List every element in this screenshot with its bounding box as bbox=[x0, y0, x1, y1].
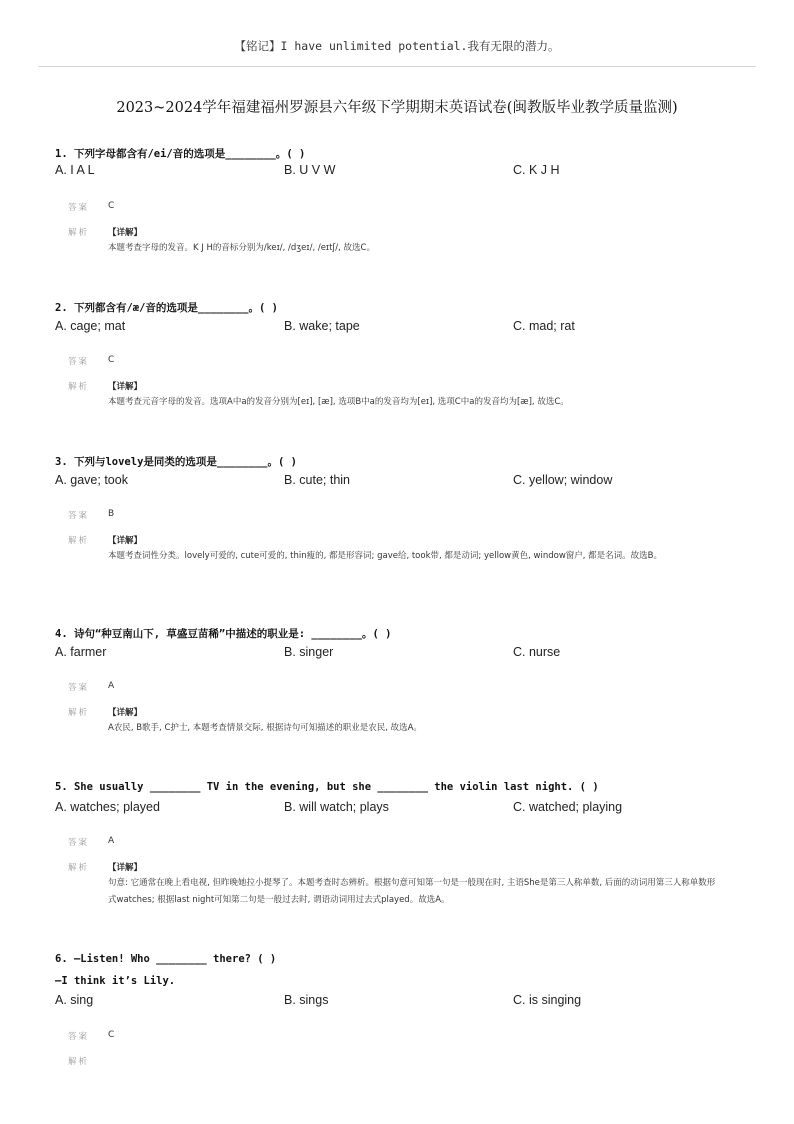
answer-label: 答案 bbox=[68, 1032, 90, 1042]
answer-value: C bbox=[108, 355, 115, 365]
option-b: B. wake; tape bbox=[284, 319, 360, 333]
answer-label: 答案 bbox=[68, 511, 90, 521]
question-stem: 2. 下列都含有/æ/音的选项是________。( ) bbox=[55, 302, 278, 314]
option-b: B. will watch; plays bbox=[284, 800, 389, 814]
question-stem: 3. 下列与lovely是同类的选项是________。( ) bbox=[55, 456, 297, 468]
option-a: A. watches; played bbox=[55, 800, 160, 814]
analysis-label: 解析 bbox=[68, 536, 90, 546]
analysis-label: 解析 bbox=[68, 382, 90, 392]
answer-label: 答案 bbox=[68, 838, 90, 848]
answer-label: 答案 bbox=[68, 203, 90, 213]
header-divider bbox=[38, 66, 756, 67]
analysis-label: 解析 bbox=[68, 1057, 90, 1067]
option-a: A. I A L bbox=[55, 163, 95, 177]
analysis-label: 解析 bbox=[68, 228, 90, 238]
question-stem: 6. —Listen! Who ________ there? ( ) bbox=[55, 953, 277, 965]
explanation-text: 本题考查词性分类。lovely可爱的, cute可爱的, thin瘦的, 都是形容词; gave给, took带, 都是动词; yellow黄色, window窗户, 都是名词。故选B。 bbox=[108, 551, 663, 561]
option-b: B. sings bbox=[284, 993, 329, 1007]
detail-heading: 【详解】 bbox=[108, 863, 143, 873]
question-stem-line2: —I think it’s Lily. bbox=[55, 975, 176, 987]
option-c: C. nurse bbox=[513, 645, 561, 659]
answer-value: B bbox=[108, 509, 115, 519]
detail-heading: 【详解】 bbox=[108, 536, 143, 546]
page-header: 【铭记】I have unlimited potential.我有无限的潜力。 bbox=[234, 39, 560, 53]
page-title: 2023~2024学年福建福州罗源县六年级下学期期末英语试卷(闽教版毕业教学质量监测) bbox=[116, 100, 678, 116]
answer-label: 答案 bbox=[68, 357, 90, 367]
answer-value: C bbox=[108, 201, 115, 211]
explanation-text: A农民, B歌手, C护士, 本题考查情景交际, 根据诗句可知描述的职业是农民, 故选A。 bbox=[108, 723, 422, 733]
answer-value: A bbox=[108, 836, 115, 846]
option-c: C. is singing bbox=[513, 993, 582, 1007]
analysis-label: 解析 bbox=[68, 863, 90, 873]
option-c: C. K J H bbox=[513, 163, 560, 177]
question-stem: 4. 诗句“种豆南山下, 草盛豆苗稀”中描述的职业是: ________。( ) bbox=[55, 628, 392, 640]
option-a: A. cage; mat bbox=[55, 319, 126, 333]
option-a: A. farmer bbox=[55, 645, 107, 659]
option-b: B. cute; thin bbox=[284, 473, 351, 487]
explanation-text: 本题考查元音字母的发音。选项A中a的发音分别为[eɪ], [æ], 选项B中a的发音均为[eɪ], 选项C中a的发音均为[æ], 故选C。 bbox=[108, 397, 569, 407]
option-b: B. singer bbox=[284, 645, 334, 659]
detail-heading: 【详解】 bbox=[108, 228, 143, 238]
answer-label: 答案 bbox=[68, 683, 90, 693]
answer-value: A bbox=[108, 681, 115, 691]
question-stem: 1. 下列字母都含有/ei/音的选项是________。( ) bbox=[55, 148, 306, 160]
analysis-label: 解析 bbox=[68, 708, 90, 718]
option-c: C. yellow; window bbox=[513, 473, 613, 487]
detail-heading: 【详解】 bbox=[108, 708, 143, 718]
option-a: A. gave; took bbox=[55, 473, 128, 487]
option-a: A. sing bbox=[55, 993, 94, 1007]
question-stem: 5. She usually ________ TV in the evening, but she ________ the violin last night. ( ) bbox=[55, 781, 599, 793]
option-c: C. mad; rat bbox=[513, 319, 575, 333]
option-b: B. U V W bbox=[284, 163, 336, 177]
explanation-text: 本题考查字母的发音。K J H的音标分别为/keɪ/, /dʒeɪ/, /eɪtʃ/, 故选C。 bbox=[108, 243, 375, 253]
answer-value: C bbox=[108, 1030, 115, 1040]
detail-heading: 【详解】 bbox=[108, 382, 143, 392]
explanation-text: 句意: 它通常在晚上看电视, 但昨晚她拉小提琴了。本题考查时态辨析。根据句意可知第一句是一般现在时, 主语She是第三人称单数, 后面的动词用第三人称单数形式watches; 根据last night可知第二句是一般过去时, 谓语动词用过去式played。故选A。 bbox=[108, 878, 716, 905]
option-c: C. watched; playing bbox=[513, 800, 623, 814]
